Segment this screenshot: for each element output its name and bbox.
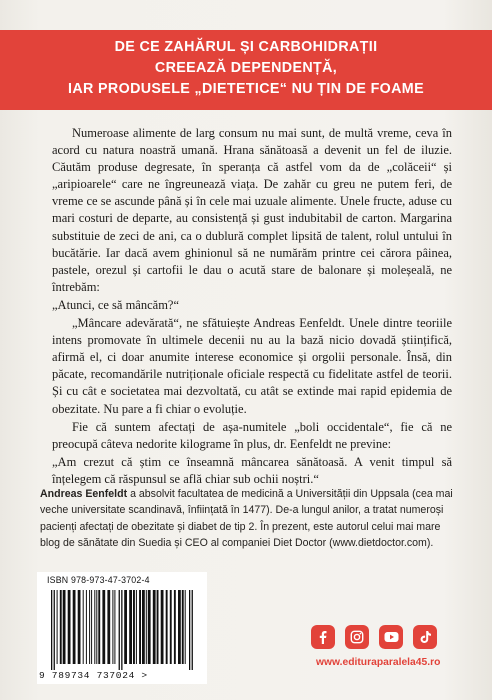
barcode-bar: [139, 590, 141, 664]
author-bio-text: a absolvit facultatea de medicină a Universității din Uppsala (cea mai veche universitate scandinavă, înființată în 1477). De-a lungul anilor, a tratat numeroși pacienți afectați de obezitate și diabet de tip 2. În prezent, este autorul celui mai mare blog de sănătate din Suedia și CEO al companiei Diet Doctor (www.dietdoctor.com).: [40, 488, 453, 550]
barcode-bar: [57, 590, 58, 664]
barcode-bar: [60, 590, 62, 664]
barcode-bar: [119, 590, 120, 670]
blurb-paragraph-2: „Atunci, ce să mâncăm?“: [52, 297, 180, 312]
barcode-bar: [124, 590, 127, 664]
barcode-bar: [161, 590, 164, 664]
barcode-bar: [112, 590, 113, 664]
blurb-paragraph-5: „Am crezut că știm ce înseamnă mâncarea sănătoasă. A venit timpul să înțelegem că răspunsul se află chiar sub ochii noștri.“: [52, 454, 452, 486]
blurb-text: [52, 125, 452, 489]
barcode-bar: [136, 590, 137, 664]
barcode-bar: [121, 590, 122, 670]
isbn-barcode: [37, 572, 207, 684]
banner-line-1: DE CE ZAHĂRUL ȘI CARBOHIDRAȚII: [114, 39, 378, 55]
tiktok-icon[interactable]: [413, 625, 437, 649]
barcode-bar: [157, 590, 159, 664]
barcode-bar: [133, 590, 135, 664]
banner-line-2: CREEAZĂ DEPENDENȚĂ,: [154, 60, 338, 76]
facebook-icon[interactable]: [311, 625, 335, 649]
author-name: Andreas Eenfeldt: [40, 488, 128, 500]
barcode-bar: [73, 590, 76, 664]
barcode-bar: [178, 590, 181, 664]
barcode-bar: [182, 590, 184, 664]
barcode-bar: [174, 590, 176, 664]
barcode-bar: [51, 590, 52, 670]
barcode-bar: [114, 590, 115, 664]
barcode-bar: [166, 590, 168, 664]
barcode-bar: [86, 590, 87, 664]
barcode-bar: [129, 590, 132, 664]
isbn-label: ISBN 978-973-47-3702-4: [47, 575, 150, 585]
barcode-bar: [63, 590, 66, 664]
title-banner: [0, 30, 492, 110]
instagram-icon[interactable]: [345, 625, 369, 649]
barcode-bar: [170, 590, 172, 664]
youtube-icon[interactable]: [379, 625, 403, 649]
barcode-bar: [94, 590, 95, 664]
barcode-bar: [146, 590, 147, 664]
barcode-bar: [107, 590, 110, 664]
barcode-bar: [98, 590, 100, 664]
barcode-bar: [148, 590, 151, 664]
barcode-bar: [89, 590, 90, 664]
blurb-paragraph-1: Numeroase alimente de larg consum nu mai sunt, de multă vreme, ceva în acord cu natura noastră umană. Hrana sănătoasă a devenit un fel de iluzie. Căutăm produse degresate, în speranța că astfel vom da de „colăceii“ și „aripioarele“ care ne îngreunează viața. De zahăr cu greu ne putem feri, de vreme ce se ascunde până și în cele mai uzuale alimente. Unele fructe, aduse cu mari costuri de departe, au consistență și gust indubitabil de carton. Margarina substituie de zeci de ani, ca o dublură complet lipsită de talent, rolul untului în bucătărie. Iar dacă avem ghinionul să ne numărăm printre cei cărora pâinea, pastele, orezul și cartofii le dau o acută stare de balonare și moleșeală, ne întrebăm:: [52, 126, 452, 294]
barcode-bar: [142, 590, 145, 664]
author-bio: [40, 486, 460, 552]
barcode-bar: [192, 590, 193, 670]
blurb-paragraph-3: „Mâncare adevărată“, ne sfătuiește Andreas Eenfeldt. Unele dintre teoriile intens promovate în ultimele decenii nu au la bază nicio dovadă științifică, afirmă el, ci doar anumite interese economice și orgolii personale. Însă, din păcate, recomandările nutriționale oficiale respectă cu fidelitate astfel de teorii. Și cu cât e societatea mai dezvoltată, cu atât se extinde mai rapid epidemia de obezitate. Nu pare a fi chiar o evoluție.: [52, 316, 452, 416]
blurb-paragraph-4: Fie că suntem afectați de așa-numitele „boli occidentale“, fie că ne preocupă câteva nedorite kilograme în plus, dr. Eenfeldt ne previne:: [52, 419, 452, 451]
barcode-bar: [68, 590, 71, 664]
barcode-bar: [83, 590, 84, 664]
banner-line-3: IAR PRODUSELE „DIETETICE“ NU ȚIN DE FOAME: [68, 81, 424, 97]
barcode-bars: [49, 590, 197, 670]
barcode-bar: [185, 590, 186, 664]
barcode-bar: [189, 590, 190, 670]
barcode-digits: 9 789734 737024 >: [39, 670, 148, 681]
social-icons: [311, 625, 437, 649]
barcode-bar: [153, 590, 156, 664]
barcode-bar: [91, 590, 92, 664]
barcode-bar: [54, 590, 55, 670]
publisher-website[interactable]: www.edituraparalela45.ro: [316, 657, 441, 668]
barcode-bar: [102, 590, 105, 664]
barcode-bar: [96, 590, 97, 664]
barcode-bar: [78, 590, 81, 664]
